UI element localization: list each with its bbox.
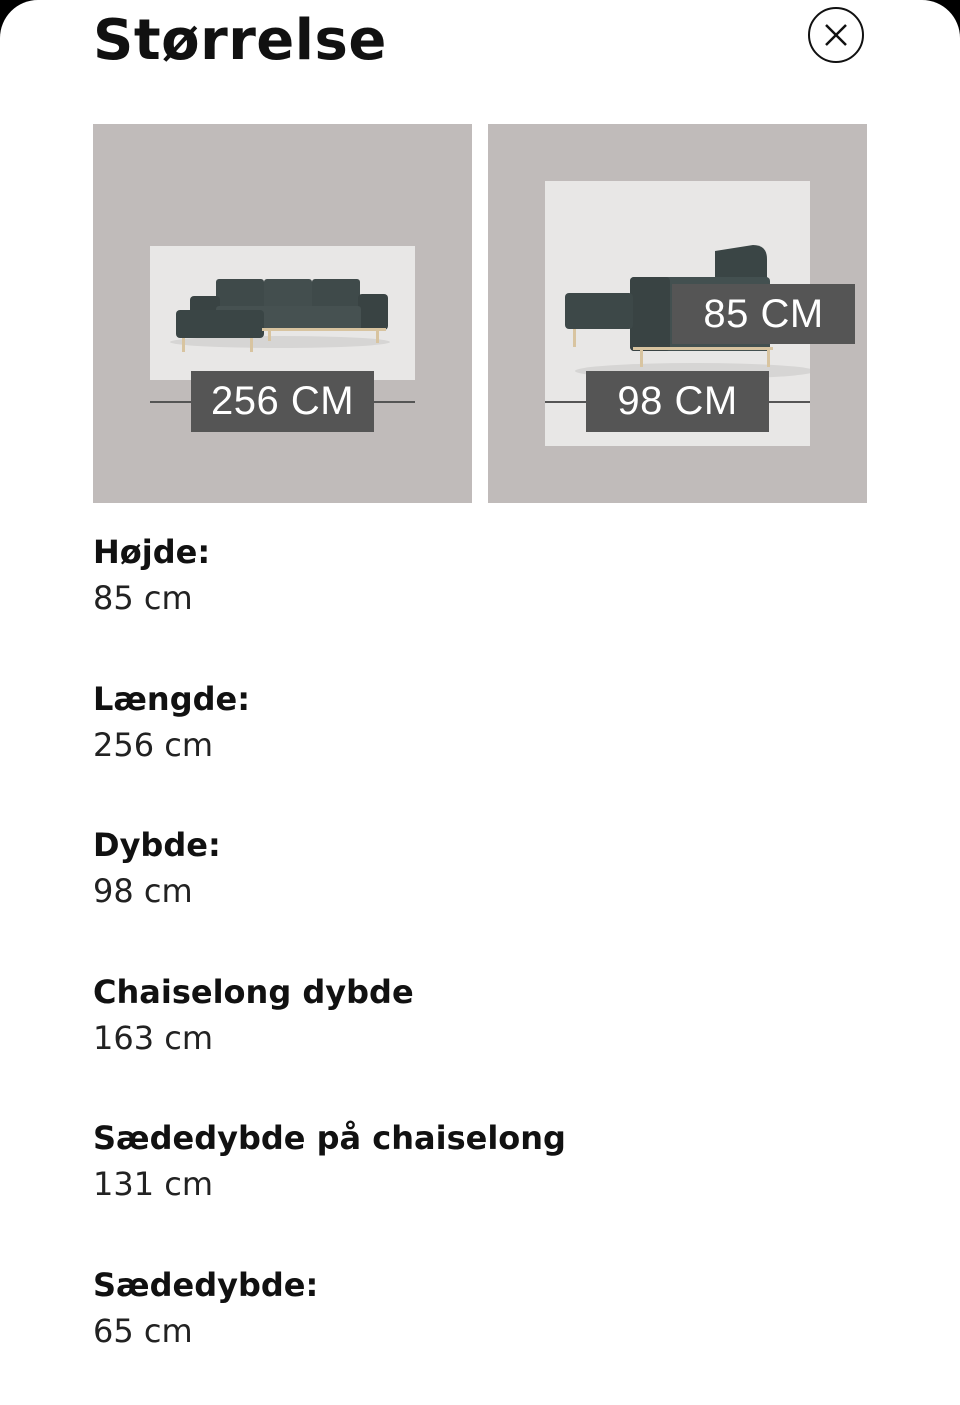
spec-depth bbox=[93, 823, 893, 970]
spec-value: 131 cm bbox=[93, 1165, 214, 1203]
spec-length bbox=[93, 677, 893, 824]
height-dimension-label: 85 CM bbox=[672, 284, 855, 344]
spec-label: Chaiselong dybde bbox=[93, 972, 414, 1011]
size-spec-list bbox=[93, 530, 893, 1405]
length-dimension-label: 256 CM bbox=[191, 371, 374, 432]
depth-dimension-label: 98 CM bbox=[586, 371, 769, 432]
spec-label: Sædedybde: bbox=[93, 1265, 319, 1304]
close-button[interactable] bbox=[808, 7, 864, 63]
spec-value: 256 cm bbox=[93, 725, 214, 764]
page-title: Størrelse bbox=[93, 8, 387, 73]
spec-chaise-depth bbox=[93, 970, 893, 1117]
spec-label: Sædedybde på chaiselong bbox=[93, 1119, 566, 1157]
spec-seat-depth bbox=[93, 1263, 893, 1405]
spec-value: 98 cm bbox=[93, 872, 193, 910]
spec-height bbox=[93, 530, 893, 677]
front-view-panel bbox=[93, 124, 472, 503]
spec-label: Længde: bbox=[93, 679, 251, 718]
sofa-front-image bbox=[150, 246, 415, 380]
side-view-panel bbox=[488, 124, 867, 503]
spec-value: 85 cm bbox=[93, 579, 193, 617]
sofa-front-photo bbox=[150, 246, 415, 380]
spec-label: Højde: bbox=[93, 533, 211, 571]
spec-chaise-seat-depth bbox=[93, 1116, 893, 1263]
spec-value: 163 cm bbox=[93, 1018, 214, 1057]
close-icon bbox=[810, 9, 862, 61]
spec-label: Dybde: bbox=[93, 826, 221, 864]
spec-value: 65 cm bbox=[93, 1311, 193, 1350]
